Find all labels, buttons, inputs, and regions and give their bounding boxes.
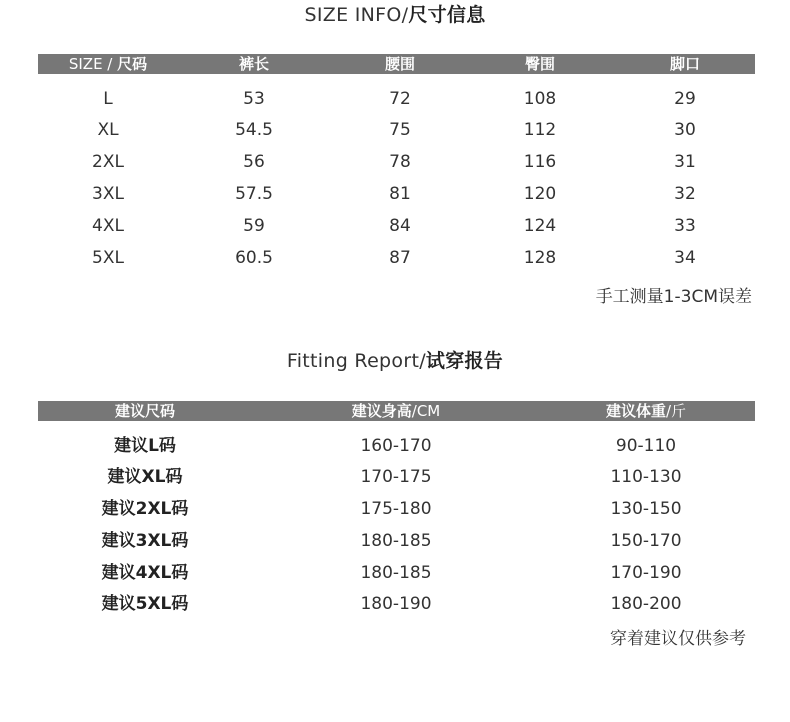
- waist-cell: 78: [389, 152, 411, 172]
- leg-opening-cell: 33: [674, 216, 696, 236]
- suggested-size-cell: 建议3XL码: [101, 531, 189, 551]
- waist-cell: 75: [389, 120, 411, 140]
- size-cell: L: [103, 89, 113, 109]
- size-info-title-en: SIZE INFO/: [304, 4, 409, 26]
- leg-opening-cell: 30: [674, 120, 696, 140]
- hip-cell: 116: [523, 152, 557, 172]
- height-cell: 180-190: [360, 594, 432, 614]
- weight-cell: 170-190: [610, 563, 682, 583]
- table-row: [0, 115, 790, 145]
- hip-cell: 124: [523, 216, 557, 236]
- table-row: [0, 526, 790, 556]
- suggested-size-cell: 建议4XL码: [101, 563, 189, 583]
- measurement-note: 手工测量1-3CM误差: [595, 287, 752, 307]
- weight-cell: 90-110: [615, 436, 677, 456]
- waist-cell: 72: [389, 89, 411, 109]
- size-info-title: [0, 0, 790, 27]
- pants-length-cell: 60.5: [235, 248, 273, 268]
- size-table-header: [38, 54, 755, 74]
- table-row: [0, 558, 790, 588]
- table-row: [0, 147, 790, 177]
- table-row: [0, 462, 790, 492]
- table-row: [0, 84, 790, 114]
- fitting-report-title-en: Fitting Report/: [286, 350, 426, 372]
- header-size: SIZE / 尺码: [68, 55, 148, 73]
- weight-cell: 110-130: [610, 467, 682, 487]
- height-cell: 170-175: [360, 467, 432, 487]
- suggested-size-cell: 建议5XL码: [101, 594, 189, 614]
- table-row: [0, 431, 790, 461]
- suggested-size-cell: 建议XL码: [107, 467, 183, 487]
- size-cell: 2XL: [92, 152, 124, 172]
- height-cell: 175-180: [360, 499, 432, 519]
- pants-length-cell: 53: [243, 89, 265, 109]
- leg-opening-cell: 31: [674, 152, 696, 172]
- leg-opening-cell: 34: [674, 248, 696, 268]
- table-row: [0, 494, 790, 524]
- size-cell: 5XL: [92, 248, 124, 268]
- header-pants-length: 裤长: [238, 55, 269, 73]
- hip-cell: 112: [523, 120, 557, 140]
- leg-opening-cell: 32: [674, 184, 696, 204]
- weight-cell: 180-200: [610, 594, 682, 614]
- size-cell: XL: [97, 120, 119, 140]
- table-row: [0, 211, 790, 241]
- waist-cell: 81: [389, 184, 411, 204]
- height-cell: 160-170: [360, 436, 432, 456]
- header-hip: 臀围: [524, 55, 555, 73]
- hip-cell: 128: [523, 248, 557, 268]
- fitting-table-header: [38, 401, 755, 421]
- table-row: [0, 179, 790, 209]
- size-cell: 4XL: [92, 216, 124, 236]
- header-suggested-height: 建议身高/CM: [351, 402, 441, 420]
- header-waist: 腰围: [384, 55, 415, 73]
- fitting-report-title: [0, 346, 790, 373]
- size-cell: 3XL: [92, 184, 124, 204]
- pants-length-cell: 59: [243, 216, 265, 236]
- leg-opening-cell: 29: [674, 89, 696, 109]
- weight-cell: 150-170: [610, 531, 682, 551]
- header-suggested-weight: 建议体重/斤: [605, 402, 687, 420]
- hip-cell: 108: [523, 89, 557, 109]
- size-info-title-cn: 尺寸信息: [408, 4, 486, 26]
- header-leg-opening: 脚口: [669, 55, 700, 73]
- hip-cell: 120: [523, 184, 557, 204]
- fitting-note: 穿着建议仅供参考: [610, 629, 746, 649]
- waist-cell: 84: [389, 216, 411, 236]
- table-row: [0, 243, 790, 273]
- header-suggested-size: 建议尺码: [114, 402, 175, 420]
- suggested-size-cell: 建议L码: [114, 436, 176, 456]
- table-row: [0, 589, 790, 619]
- pants-length-cell: 56: [243, 152, 265, 172]
- fitting-report-title-cn: 试穿报告: [425, 350, 504, 372]
- height-cell: 180-185: [360, 563, 432, 583]
- pants-length-cell: 57.5: [235, 184, 273, 204]
- weight-cell: 130-150: [610, 499, 682, 519]
- waist-cell: 87: [389, 248, 411, 268]
- height-cell: 180-185: [360, 531, 432, 551]
- suggested-size-cell: 建议2XL码: [101, 499, 189, 519]
- pants-length-cell: 54.5: [235, 120, 273, 140]
